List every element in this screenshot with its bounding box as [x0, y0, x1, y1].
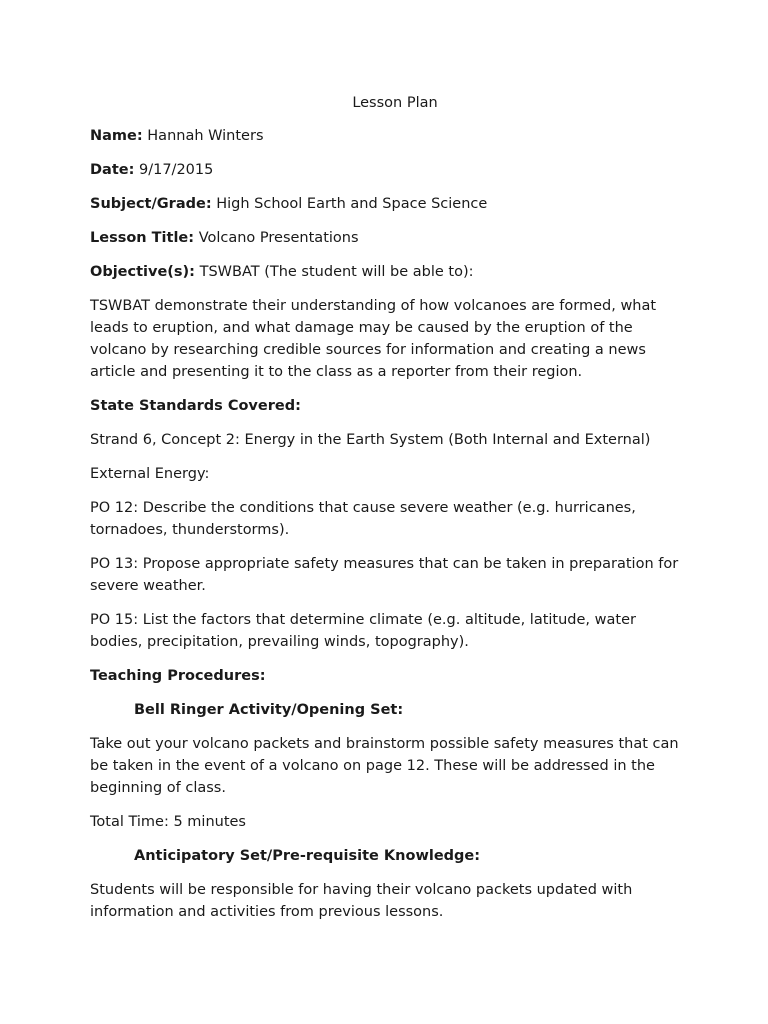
- bell-ringer-paragraph: Take out your volcano packets and brainstorm possible safety measures that can be taken in the event of a volcano on page 12. These will be addressed in the beginning of class.: [90, 736, 679, 796]
- po12-paragraph: PO 12: Describe the conditions that cause severe weather (e.g. hurricanes, tornadoes, thunderstorms).: [90, 500, 636, 538]
- lesson-title-value: Volcano Presentations: [198, 230, 359, 246]
- name-value: Hannah Winters: [147, 128, 264, 144]
- date-line: [90, 159, 690, 181]
- lesson-title-line: [90, 227, 690, 249]
- standards-heading: State Standards Covered:: [90, 398, 301, 414]
- name-label: Name:: [90, 128, 143, 144]
- date-value: 9/17/2015: [139, 162, 214, 178]
- lesson-title-label: Lesson Title:: [90, 230, 195, 246]
- date-label: Date:: [90, 162, 135, 178]
- procedures-heading: Teaching Procedures:: [90, 668, 266, 684]
- objectives-line: [90, 261, 690, 283]
- subject-label: Subject/Grade:: [90, 196, 212, 212]
- objective-paragraph: TSWBAT demonstrate their understanding of how volcanoes are formed, what leads to eruption, and what damage may be caused by the eruption of the volcano by researching credible sources for information and creating a news article and presenting it to the class as a reporter from their region.: [90, 298, 657, 380]
- bell-ringer-time: Total Time: 5 minutes: [90, 814, 246, 830]
- subject-line: [90, 193, 690, 215]
- name-line: [90, 125, 690, 147]
- po13-paragraph: PO 13: Propose appropriate safety measures that can be taken in preparation for severe weather.: [90, 556, 679, 594]
- document-title: Lesson Plan: [352, 95, 438, 111]
- document-page: [90, 92, 690, 935]
- anticipatory-heading: Anticipatory Set/Pre-requisite Knowledge:: [134, 848, 481, 864]
- subject-value: High School Earth and Space Science: [216, 196, 488, 212]
- strand-paragraph: Strand 6, Concept 2: Energy in the Earth System (Both Internal and External): [90, 432, 651, 448]
- external-energy-paragraph: External Energy:: [90, 466, 210, 482]
- po15-paragraph: PO 15: List the factors that determine climate (e.g. altitude, latitude, water bodies, precipitation, prevailing winds, topography).: [90, 612, 636, 650]
- anticipatory-paragraph: Students will be responsible for having their volcano packets updated with information and activities from previous lessons.: [90, 882, 633, 920]
- bell-ringer-heading: Bell Ringer Activity/Opening Set:: [134, 702, 404, 718]
- objectives-label: Objective(s):: [90, 264, 195, 280]
- objectives-value: TSWBAT (The student will be able to):: [199, 264, 474, 280]
